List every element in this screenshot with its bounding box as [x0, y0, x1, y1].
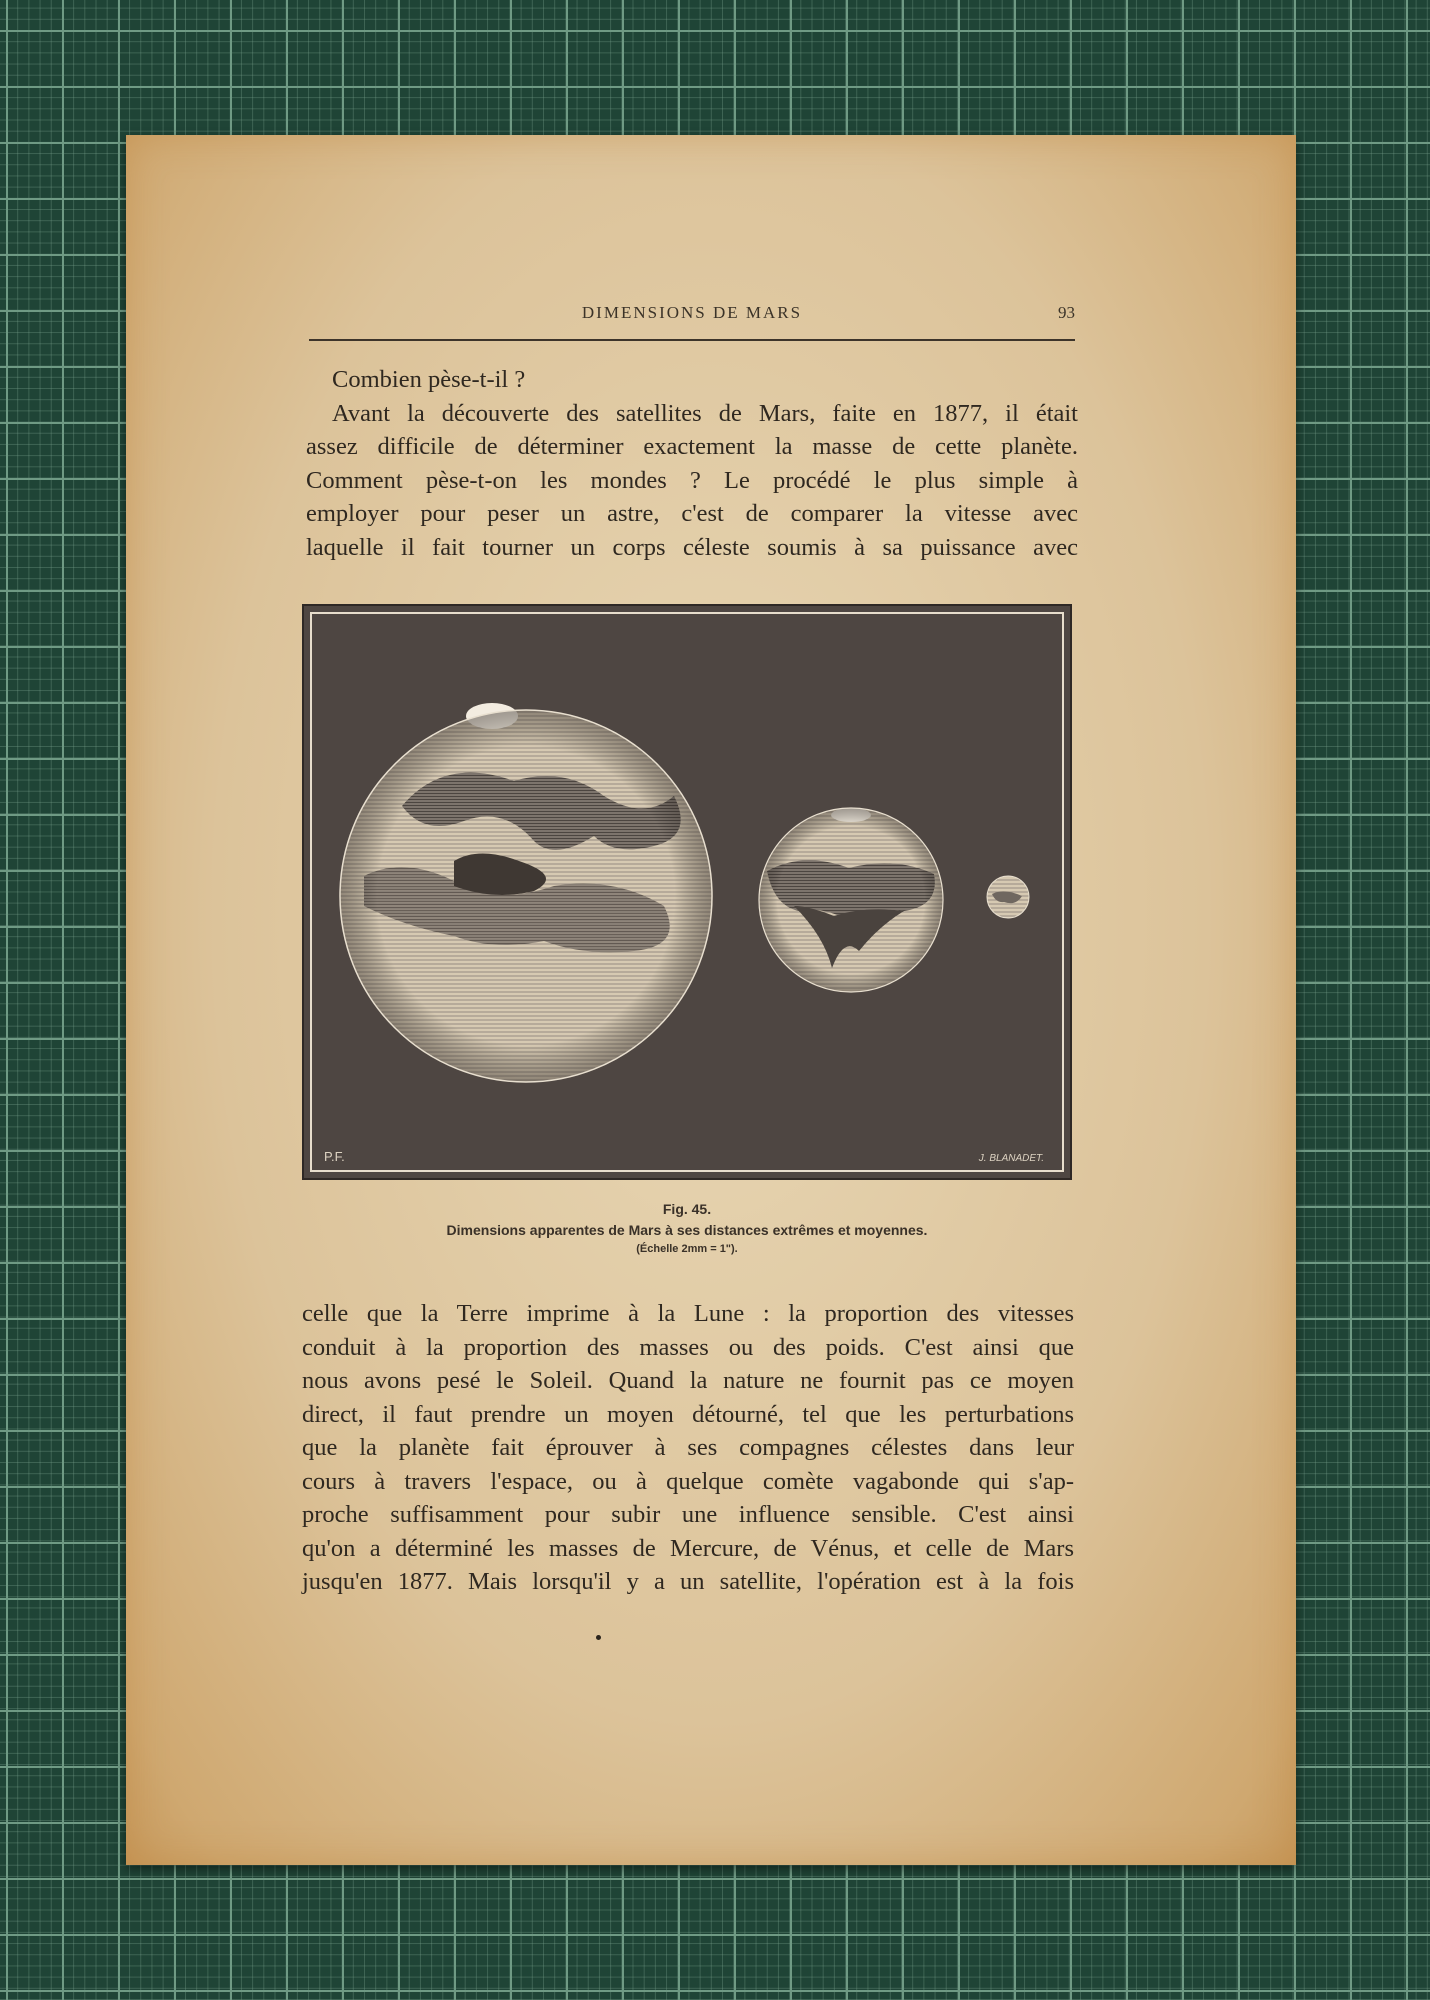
text-line: direct, il faut prendre un moyen détourné, tel que les perturbations: [302, 1400, 1074, 1428]
header-rule: [309, 339, 1075, 341]
text-line: Combien pèse-t-il ?: [332, 366, 526, 393]
ink-speck: [596, 1635, 601, 1640]
mars-engraving-figure: [302, 604, 1072, 1180]
figure-caption: Dimensions apparentes de Mars à ses distances extrêmes et moyennes.: [446, 1222, 928, 1238]
text-line: Comment pèse-t-on les mondes ? Le procédé le plus simple à: [306, 466, 1078, 494]
text-line: que la planète fait éprouver à ses compagnes célestes dans leur: [302, 1434, 1074, 1461]
engraver-signature-left: P.F.: [324, 1149, 345, 1164]
engraving-illustration: [304, 606, 1070, 1178]
text-line: laquelle il fait tourner un corps céleste soumis à sa puissance avec: [306, 533, 1078, 561]
paragraph-bottom: [302, 1297, 1074, 1599]
text-line: celle que la Terre imprime à la Lune : la proportion des vitesses: [302, 1300, 1074, 1327]
mars-small-disc: [987, 876, 1029, 918]
text-line: assez difficile de déterminer exactement la masse de cette planète.: [306, 433, 1078, 460]
running-head-title: DIMENSIONS DE MARS: [581, 303, 803, 322]
text-line: jusqu'en 1877. Mais lorsqu'il y a un satellite, l'opération est à la fois: [302, 1568, 1074, 1595]
text-line: nous avons pesé le Soleil. Quand la nature ne fournit pas ce moyen: [302, 1367, 1074, 1394]
text-line: qu'on a déterminé les masses de Mercure, de Vénus, et celle de Mars: [302, 1534, 1074, 1562]
book-page: [126, 135, 1296, 1865]
text-line: conduit à la proportion des masses ou des poids. C'est ainsi que: [302, 1333, 1074, 1361]
text-line: proche suffisamment pour subir une influence sensible. C'est ainsi: [302, 1501, 1074, 1528]
text-line: employer pour peser un astre, c'est de comparer la vitesse avec: [306, 500, 1078, 527]
mars-medium-disc: [759, 808, 943, 992]
page-number: 93: [1058, 303, 1075, 322]
mars-large-disc: [340, 703, 712, 1082]
text-line: cours à travers l'espace, ou à quelque comète vagabonde qui s'ap-: [302, 1467, 1074, 1495]
paragraph-top: [306, 363, 1078, 564]
figure-scale: (Échelle 2mm = 1").: [636, 1243, 738, 1255]
engraver-signature-right: J. BLANADET.: [978, 1153, 1044, 1164]
running-head: [309, 303, 1075, 327]
figure-label: Fig. 45.: [662, 1201, 712, 1217]
text-line: Avant la découverte des satellites de Mars, faite en 1877, il était: [332, 399, 1078, 427]
